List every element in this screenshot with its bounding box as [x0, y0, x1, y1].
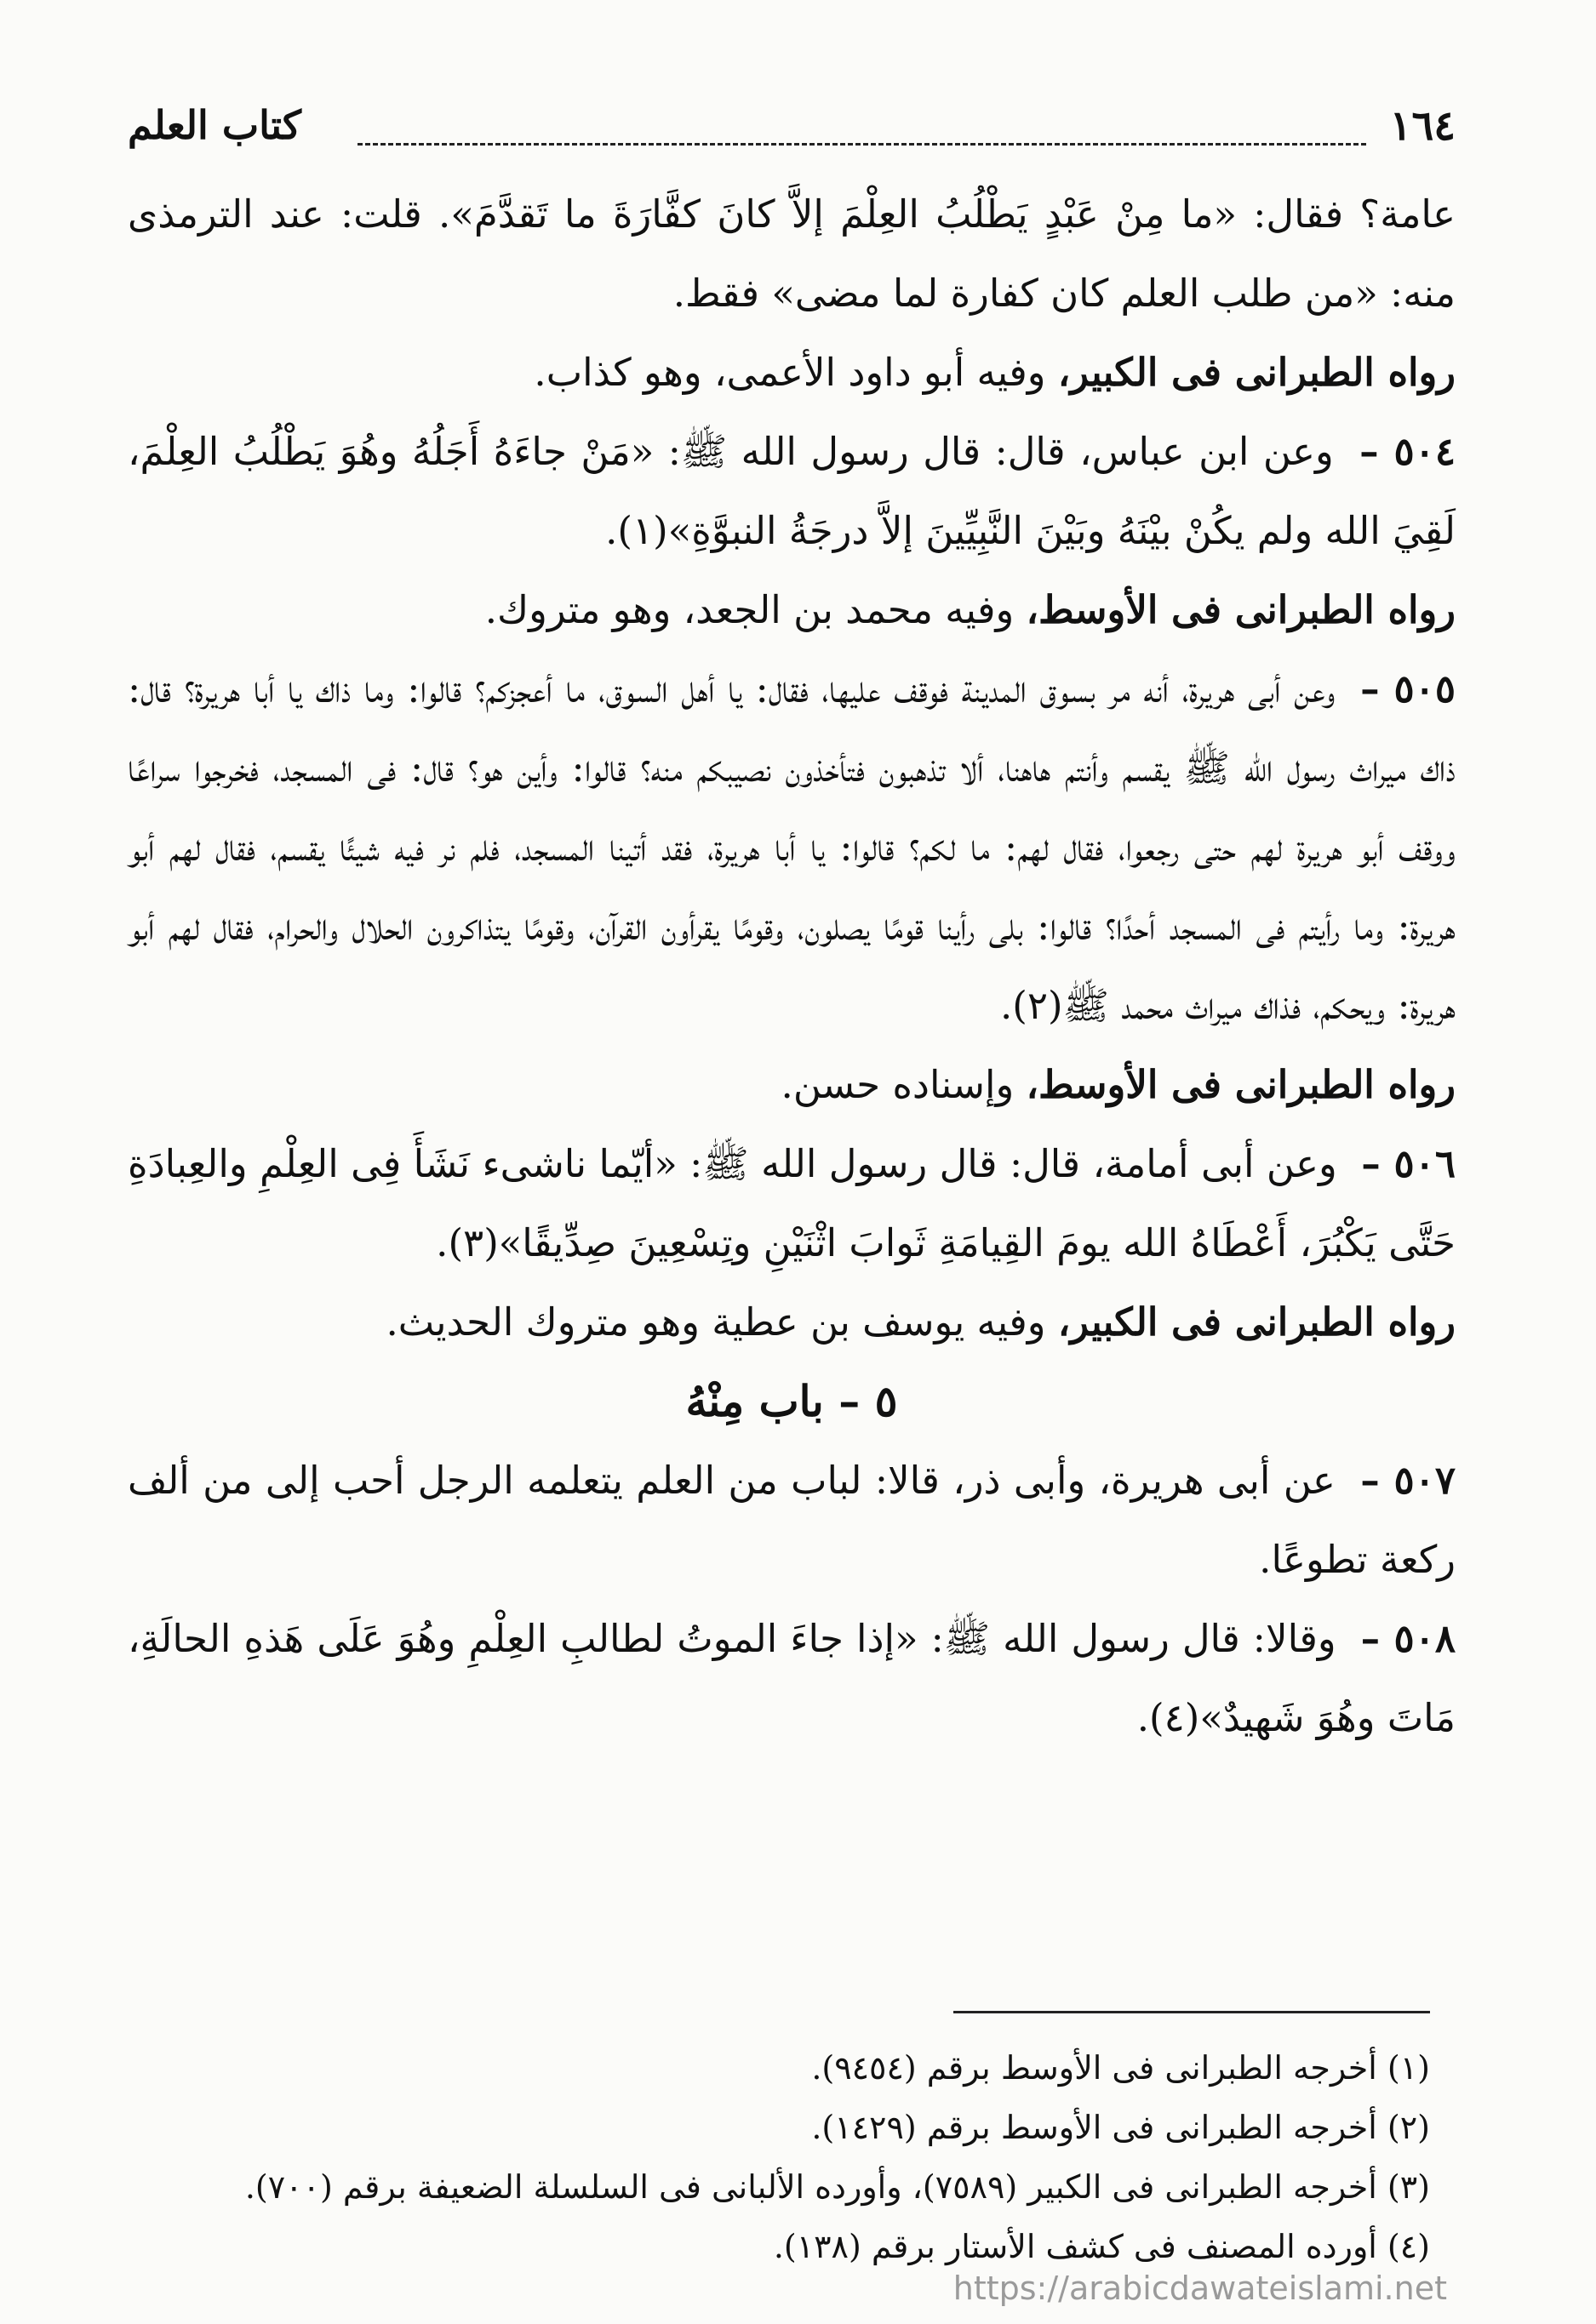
hadith-number: ٥٠٦ – [1361, 1141, 1456, 1186]
page-number: ١٦٤ [1389, 102, 1456, 150]
hadith-text: وعن أبى هريرة، أنه مر بسوق المدينة فوقف عليها، فقال: يا أهل السوق، ما أعجزكم؟ قالوا: وما ذاك يا أبا هريرة؟ قال: ذاك ميراث رسول الله ﷺ يقسم وأنتم هاهنا، ألا تذهبون فتأخذون نصيبكم منه؟ قالوا: وأين هو؟ قال: فى المسجد، فخرجوا سراعًا ووقف أبو هريرة لهم حتى رجعوا، فقال لهم: ما لكم؟ قالوا: يا أبا هريرة، فقد أتينا المسجد، فلم نر فيه شيئًا يقسم، فقال لهم أبو هريرة: وما رأيتم فى المسجد أحدًا؟ قالوا: بلى رأينا قومًا يصلون، وقومًا يقرأون القرآن، وقومًا يتذاكرون الحلال والحرام، فقال لهم أبو هريرة: ويحكم، فذاك ميراث محمد ﷺ(٢). [128, 666, 1456, 1028]
hadith-number: ٥٠٤ – [1359, 429, 1456, 474]
hadith-paragraph [128, 412, 1456, 570]
hadith-paragraph [128, 1441, 1456, 1599]
main-text [128, 174, 1456, 1757]
footnotes [128, 2038, 1430, 2276]
hadith-paragraph [128, 1124, 1456, 1282]
source-line [128, 570, 1456, 649]
source-note: وفيه أبو داود الأعمى، وهو كذاب. [534, 350, 1058, 395]
header-rule [358, 143, 1366, 146]
hadith-text: وقالا: قال رسول الله ﷺ: «إذا جاءَ الموتُ لطالبِ العِلْمِ وهُوَ عَلَى هَذهِ الحالَةِ، مَاتَ وهُوَ شَهيدٌ»(٤). [128, 1616, 1456, 1740]
source-attribution: رواه الطبرانى فى الأوسط، [1026, 1062, 1456, 1107]
source-note: وفيه محمد بن الجعد، وهو متروك. [484, 587, 1027, 632]
source-note: وإسناده حسن. [781, 1062, 1027, 1107]
source-attribution: رواه الطبرانى فى الكبير، [1057, 350, 1456, 395]
footnote: (١) أخرجه الطبرانى فى الأوسط برقم (٩٤٥٤). [811, 2049, 1430, 2087]
source-attribution: رواه الطبرانى فى الكبير، [1057, 1299, 1456, 1345]
hadith-number: ٥٠٥ – [1360, 666, 1456, 711]
source-note: وفيه يوسف بن عطية وهو متروك الحديث. [386, 1299, 1058, 1345]
running-title: كتاب العلم [128, 102, 301, 148]
hadith-paragraph [128, 649, 1456, 1045]
footnote: (٤) أورده المصنف فى كشف الأستار برقم (١٣٨). [773, 2228, 1430, 2265]
watermark: https://arabicdawateislami.net [952, 2270, 1447, 2307]
footnote-separator [953, 2011, 1430, 2013]
footnote: (٢) أخرجه الطبرانى فى الأوسط برقم (١٤٢٩). [811, 2109, 1430, 2146]
hadith-number: ٥٠٧ – [1360, 1458, 1456, 1503]
hadith-number: ٥٠٨ – [1360, 1616, 1456, 1661]
section-heading: ٥ – باب مِنْهُ [685, 1376, 898, 1426]
hadith-text: عن أبى هريرة، وأبى ذر، قالا: لباب من العلم يتعلمه الرجل أحب إلى من ألف ركعة تطوعًا. [128, 1458, 1456, 1582]
source-line [128, 1282, 1456, 1362]
hadith-text: وعن أبى أمامة، قال: قال رسول الله ﷺ: «أيّما ناشىء نَشَأَ فِى العِلْمِ والعِبادَةِ حَتَّى يَكْبُرَ، أَعْطَاهُ الله يومَ القِيامَةِ ثَوابَ اثْنَيْنِ وتِسْعِينَ صِدِّيقًا»(٣). [128, 1141, 1456, 1265]
hadith-paragraph [128, 1599, 1456, 1757]
source-attribution: رواه الطبرانى فى الأوسط، [1026, 587, 1456, 632]
source-line [128, 333, 1456, 412]
source-line [128, 1045, 1456, 1124]
page-header [128, 102, 1456, 153]
hadith-text: وعن ابن عباس، قال: قال رسول الله ﷺ: «مَنْ جاءَهُ أَجَلُهُ وهُوَ يَطْلُبُ العِلْمَ، لَقِيَ الله ولم يكُنْ بيْنَهُ وبَيْنَ النَّبِيِّينَ إلاَّ درجَةُ النبوَّةِ»(١). [128, 429, 1456, 553]
text-paragraph: عامة؟ فقال: «ما مِنْ عَبْدٍ يَطْلُبُ العِلْمَ إلاَّ كانَ كفَّارَةَ ما تَقدَّمَ». قلت: عند الترمذى منه: «من طلب العلم كان كفارة لما مضى» فقط. [128, 191, 1456, 316]
footnote: (٣) أخرجه الطبرانى فى الكبير (٧٥٨٩)، وأورده الألبانى فى السلسلة الضعيفة برقم (٧٠٠). [244, 2168, 1430, 2206]
